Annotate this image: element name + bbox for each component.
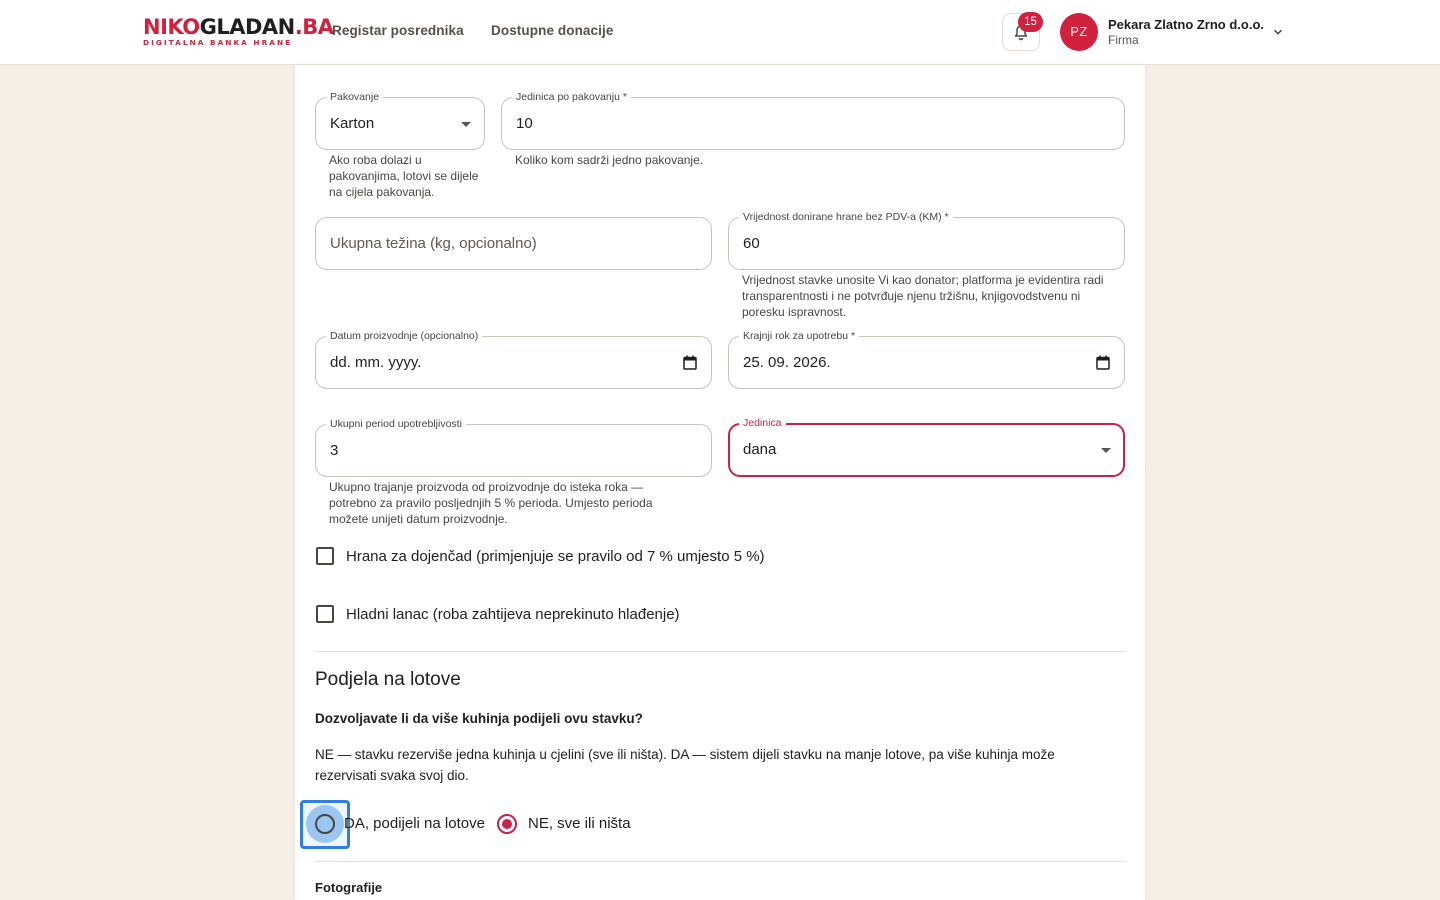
lots-explanation: NE — stavku rezerviše jedna kuhinja u cjelini (sve ili ništa). DA — sistem dijeli stavku na manje lotove, pa više kuhinja može rezervisati svaka svoj dio. [315,747,1055,783]
production-date-value: dd. mm. yyyy. [330,354,422,371]
logo[interactable] [143,15,334,47]
divider [315,651,1126,652]
divider [315,861,1126,862]
cold-chain-checkbox[interactable] [316,605,334,623]
nav-dostupne-donacije[interactable]: Dostupne donacije [491,23,614,38]
avatar[interactable]: PZ [1060,13,1098,51]
total-weight-placeholder: Ukupna težina (kg, opcionalno) [330,235,537,252]
packaging-select[interactable] [315,91,485,150]
logo-tagline: DIGITALNA BANKA HRANE [143,38,293,47]
donation-value-value: 60 [743,235,760,252]
units-per-package-value: 10 [516,115,533,132]
units-per-package-input[interactable] [501,91,1125,150]
photos-section-title: Fotografije [315,880,383,895]
radio-ne-sve-ili-nista[interactable] [497,814,517,834]
user-name[interactable]: Pekara Zlatno Zrno d.o.o. [1108,17,1265,32]
packaging-value: Karton [330,115,375,132]
donation-value-helper: Vrijednost stavke unosite Vi kao donator; platforma je evidentira radi transparentnosti i ne potvrđuje njenu tržišnu, knjigovodstvenu ni poresku ispravnost. [742,273,1104,319]
logo-wordmark: NIKOGLADAN.BA [143,15,334,39]
expiry-date-value: 25. 09. 2026. [743,354,831,371]
caret-down-icon [461,122,471,127]
donation-value-input[interactable] [728,211,1125,270]
shelf-life-helper: Ukupno trajanje proizvoda od proizvodnje do isteka roka — potrebno za pravilo posljednjih 5 % perioda. Umjesto perioda možete unijeti datum proizvodnje. [329,480,653,526]
shelf-life-input[interactable] [315,418,712,477]
calendar-icon[interactable] [683,355,697,370]
radio-ne-sve-ili-nista-label[interactable]: NE, sve ili ništa [528,815,631,832]
cold-chain-checkbox-row[interactable] [316,605,680,623]
expiry-date-input[interactable] [728,330,1125,389]
radio-da-lotovi-label[interactable]: DA, podijeli na lotove [344,815,485,832]
expiry-date-label: Krajnji rok za upotrebu * [739,329,859,343]
lots-question: Dozvoljavate li da više kuhinja podijeli ovu stavku? [315,711,643,726]
caret-down-icon [1101,448,1111,453]
nav-registar-posrednika[interactable]: Registar posrednika [332,23,464,38]
shelf-life-label: Ukupni period upotrebljivosti [326,417,466,431]
cold-chain-label[interactable]: Hladni lanac (roba zahtijeva neprekinuto hlađenje) [346,605,680,623]
calendar-icon[interactable] [1096,355,1110,370]
unit-select[interactable] [728,417,1125,477]
total-weight-input[interactable] [315,217,712,270]
packaging-label: Pakovanje [326,90,383,104]
radio-da-lotovi[interactable] [315,814,335,834]
chevron-down-icon[interactable] [1272,26,1284,38]
units-per-package-label: Jedinica po pakovanju * [512,90,631,104]
shelf-life-value: 3 [330,442,339,459]
user-role: Firma [1108,33,1139,47]
production-date-label: Datum proizvodnje (opcionalno) [326,329,482,343]
radio-selected-dot [502,819,512,829]
donation-value-label: Vrijednost donirane hrane bez PDV-a (KM) * [739,210,953,224]
notifications-badge: 15 [1018,12,1043,32]
baby-food-checkbox-row[interactable] [316,547,765,565]
units-per-package-helper: Koliko kom sadrži jedno pakovanje. [515,153,704,167]
baby-food-checkbox[interactable] [316,547,334,565]
lots-section-title: Podjela na lotove [315,669,461,690]
unit-value: dana [743,441,777,458]
baby-food-label[interactable]: Hrana za dojenčad (primjenjuje se pravilo od 7 % umjesto 5 %) [346,547,765,565]
unit-label: Jedinica [739,416,786,430]
production-date-input[interactable] [315,330,712,389]
top-header [0,0,1440,65]
packaging-helper: Ako roba dolazi u pakovanjima, lotovi se dijele na cijela pakovanja. [329,153,479,199]
